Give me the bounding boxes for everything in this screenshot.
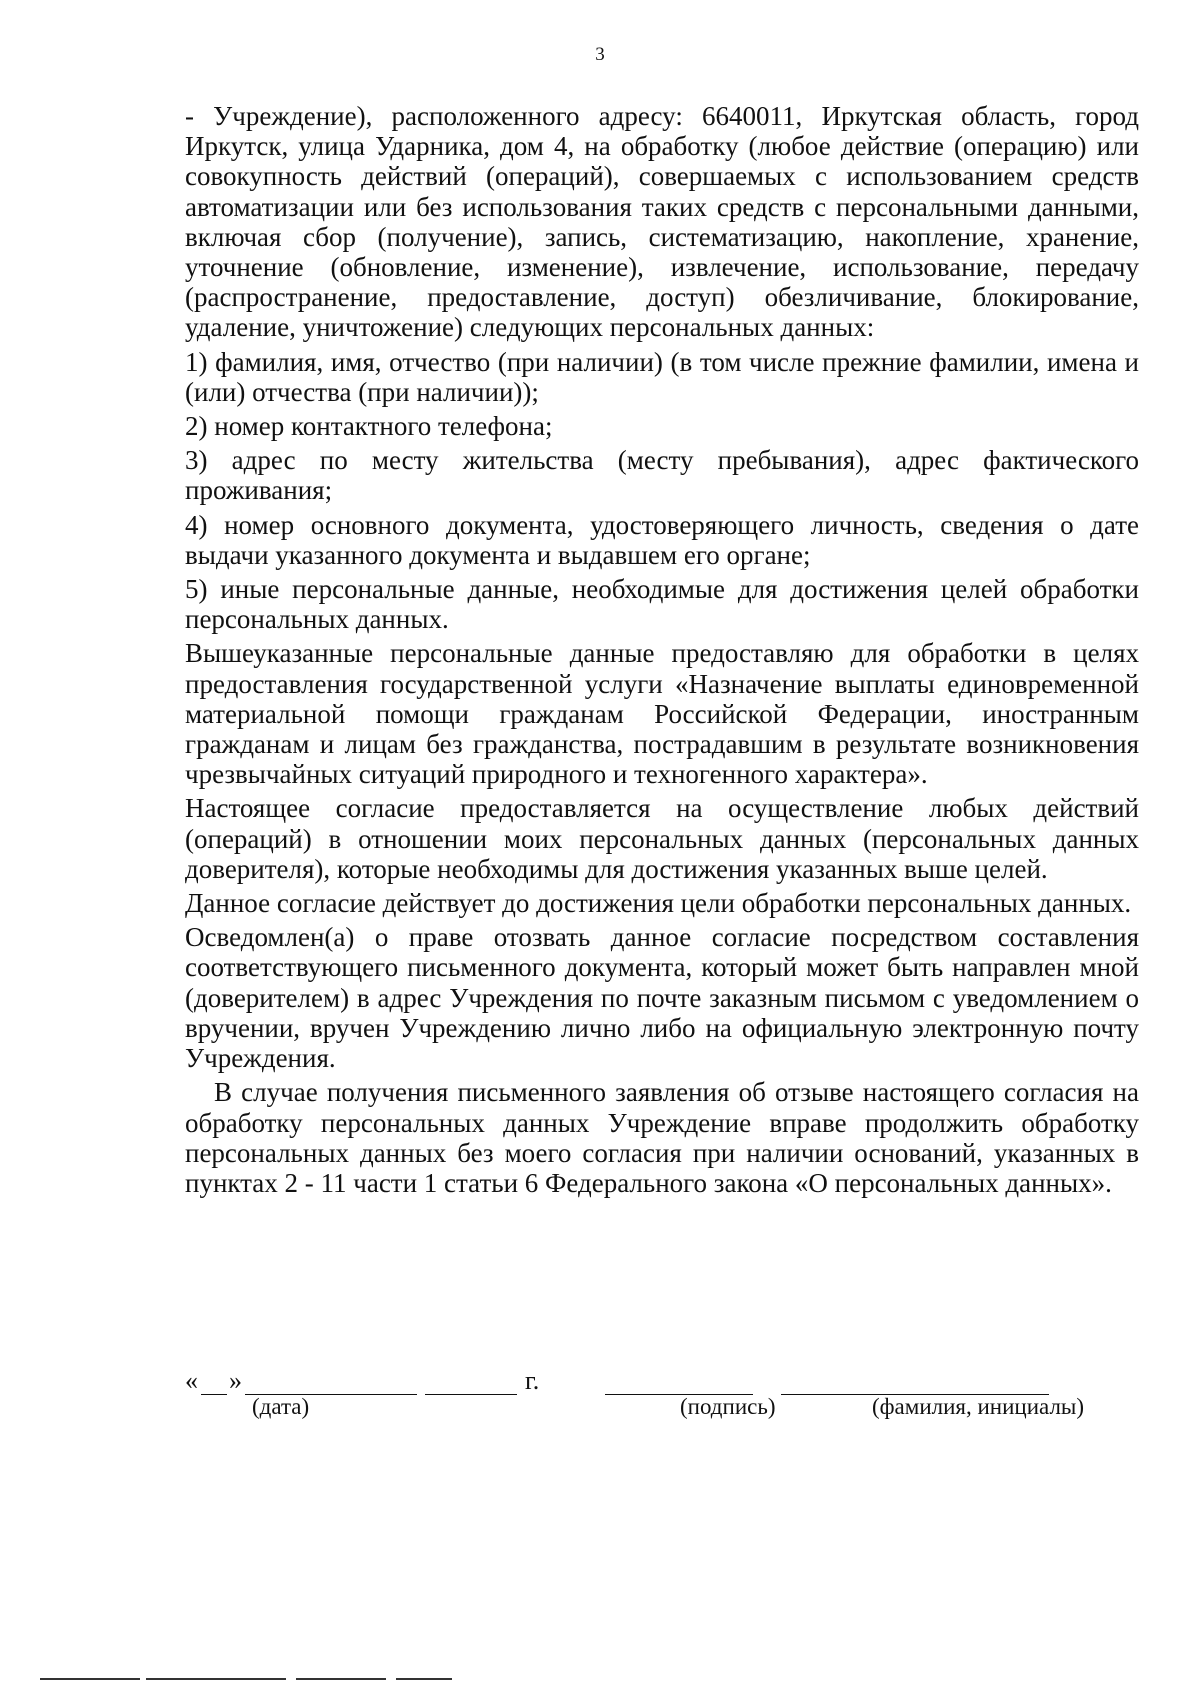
date-open-quote: « bbox=[185, 1366, 198, 1395]
day-blank[interactable] bbox=[201, 1394, 227, 1395]
paragraph-item-3: 3) адрес по месту жительства (месту пребывания), адрес фактического проживания; bbox=[185, 445, 1139, 506]
paragraph-validity: Данное согласие действует до достижения цели обработки персональных данных. bbox=[185, 888, 1132, 919]
page-number: 3 bbox=[595, 44, 605, 65]
signature-label: (подпись) bbox=[680, 1394, 776, 1419]
year-suffix: г. bbox=[525, 1366, 540, 1395]
paragraph-item-4: 4) номер основного документа, удостоверяющего личность, сведения о дате выдачи указанного документа и выдавшем его органе; bbox=[185, 509, 1139, 570]
paragraph-item-2: 2) номер контактного телефона; bbox=[185, 411, 553, 442]
footer-rule bbox=[40, 1678, 140, 1680]
paragraph-purpose: Вышеуказанные персональные данные предоставляю для обработки в целях предоставления государственной услуги «Назначение выплаты единовременной материальной помощи гражданам Российской Федерации, иностранным гражданам и лицам без гражданства, пострадавшим в результате возникновения чрезвычайных ситуаций природного и техногенного характера». bbox=[185, 638, 1139, 790]
name-label: (фамилия, инициалы) bbox=[872, 1394, 1085, 1419]
consent-text bbox=[185, 101, 1139, 1202]
footer-rule bbox=[146, 1678, 286, 1680]
year-blank[interactable] bbox=[425, 1394, 517, 1395]
paragraph-continued-processing: В случае получения письменного заявления об отзыве настоящего согласия на обработку персональных данных Учреждение вправе продолжить обработку персональных данных без моего согласия при наличии оснований, указанных в пунктах 2 - 11 части 1 статьи 6 Федерального закона «О персональных данных». bbox=[185, 1077, 1139, 1198]
date-label: (дата) bbox=[252, 1394, 310, 1419]
paragraph-processing-scope: - Учреждение), расположенного адресу: 6640011, Иркутская область, город Иркутск, улица Ударника, дом 4, на обработку (любое действие (операцию) или совокупность действий (операций), совершаемых с использованием средств автоматизации или без использования таких средств с персональными данными, включая сбор (получение), запись, систематизацию, накопление, хранение, уточнение (обновление, изменение), извлечение, использование, передачу (распространение, предоставление, доступ) обезличивание, блокирование, удаление, уничтожение) следующих персональных данных: bbox=[185, 101, 1139, 343]
footer-rule bbox=[296, 1678, 386, 1680]
paragraph-item-5: 5) иные персональные данные, необходимые для достижения целей обработки персональных данных. bbox=[185, 574, 1139, 635]
paragraph-item-1: 1) фамилия, имя, отчество (при наличии) (в том числе прежние фамилии, имена и (или) отчества (при наличии)); bbox=[185, 346, 1139, 407]
paragraph-revocation: Осведомлен(а) о праве отозвать данное согласие посредством составления соответствующего письменного документа, который может быть направлен мной (доверителем) в адрес Учреждения по почте заказным письмом с уведомлением о вручении, вручен Учреждению лично либо на официальную электронную почту Учреждения. bbox=[185, 922, 1139, 1074]
date-close-quote: » bbox=[229, 1366, 242, 1395]
footer-rule bbox=[396, 1678, 452, 1680]
paragraph-consent-actions: Настоящее согласие предоставляется на осуществление любых действий (операций) в отношении моих персональных данных (персональных данных доверителя), которые необходимы для достижения указанных выше целей. bbox=[185, 793, 1139, 884]
